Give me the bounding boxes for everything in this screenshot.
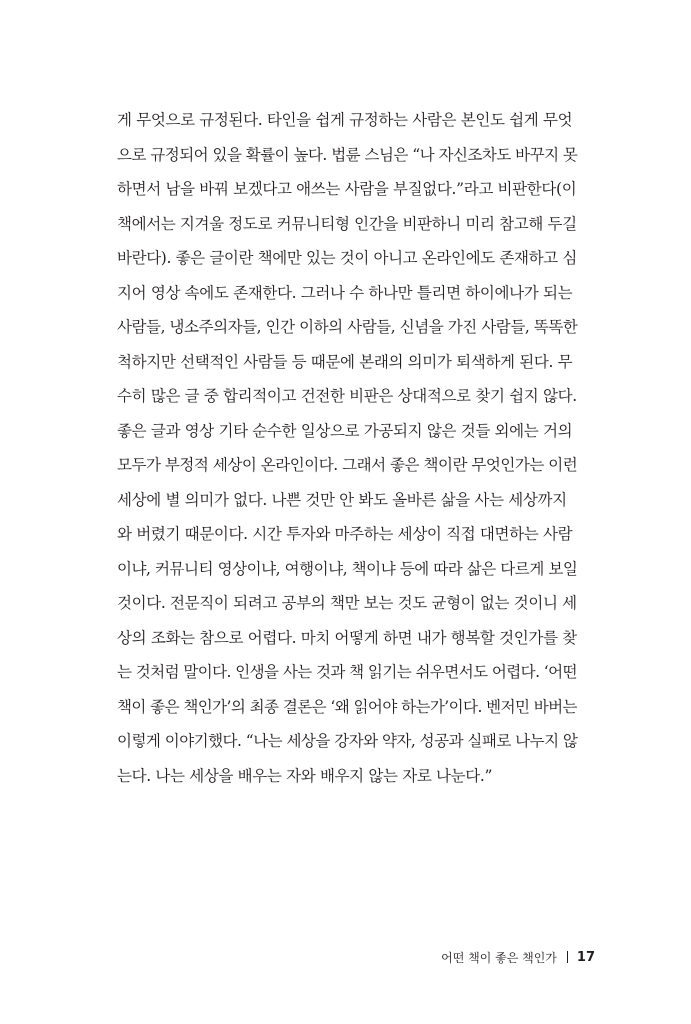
running-title: 어떤 책이 좋은 책인가 — [441, 950, 557, 965]
text-line: 사람들, 냉소주의자들, 인간 이하의 사람들, 신념을 가진 사람들, 똑똑한 — [117, 318, 578, 336]
body-text — [117, 103, 577, 793]
text-line: 척하지만 선택적인 사람들 등 때문에 본래의 의미가 퇴색하게 된다. 무 — [117, 352, 573, 371]
text-line: 책에서는 지겨울 정도로 커뮤니티형 인간을 비판하니 미리 참고해 두길 — [117, 214, 577, 233]
text-line: 책이 좋은 책인가’의 최종 결론은 ‘왜 읽어야 하는가’이다. 벤저민 바버는 — [117, 697, 577, 716]
text-line: 으로 규정되어 있을 확률이 높다. 법륜 스님은 “나 자신조차도 바꾸지 못 — [117, 145, 578, 164]
page-number: 17 — [576, 949, 595, 965]
footer-separator — [567, 951, 568, 963]
text-line: 것이다. 전문직이 되려고 공부의 책만 보는 것도 균형이 없는 것이니 세 — [117, 594, 577, 612]
page-footer — [441, 947, 595, 967]
text-line: 하면서 남을 바꿔 보겠다고 애쓰는 사람을 부질없다.”라고 비판한다(이 — [117, 180, 577, 198]
text-line: 좋은 글과 영상 기타 순수한 일상으로 가공되지 않은 것들 외에는 거의 — [117, 421, 573, 440]
text-line: 상의 조화는 참으로 어렵다. 마치 어떻게 하면 내가 행복할 것인가를 찾 — [117, 628, 577, 647]
text-line: 지어 영상 속에도 존재한다. 그러나 수 하나만 틀리면 하이에나가 되는 — [117, 283, 573, 302]
text-line: 는 것처럼 말이다. 인생을 사는 것과 책 읽기는 쉬우면서도 어렵다. ‘어떤 — [117, 663, 577, 681]
text-line: 게 무엇으로 규정된다. 타인을 쉽게 규정하는 사람은 본인도 쉽게 무엇 — [117, 111, 573, 129]
text-line: 세상에 별 의미가 없다. 나쁜 것만 안 봐도 올바른 삶을 사는 세상까지 — [117, 490, 567, 509]
text-line: 이냐, 커뮤니티 영상이냐, 여행이냐, 책이냐 등에 따라 삶은 다르게 보일 — [117, 559, 578, 578]
text-line: 이렇게 이야기했다. “나는 세상을 강자와 약자, 성공과 실패로 나누지 않 — [117, 732, 578, 750]
text-line: 바란다). 좋은 글이란 책에만 있는 것이 아니고 온라인에도 존재하고 심 — [117, 249, 577, 267]
text-line: 와 버렸기 때문이다. 시간 투자와 마주하는 세상이 직접 대면하는 사람 — [117, 525, 573, 543]
text-line: 모두가 부정적 세상이 온라인이다. 그래서 좋은 책이란 무엇인가는 이런 — [117, 456, 578, 474]
text-line: 수히 많은 글 중 합리적이고 건전한 비판은 상대적으로 찾기 쉽지 않다. — [117, 387, 577, 405]
text-line: 는다. 나는 세상을 배우는 자와 배우지 않는 자로 나눈다.” — [117, 766, 493, 785]
